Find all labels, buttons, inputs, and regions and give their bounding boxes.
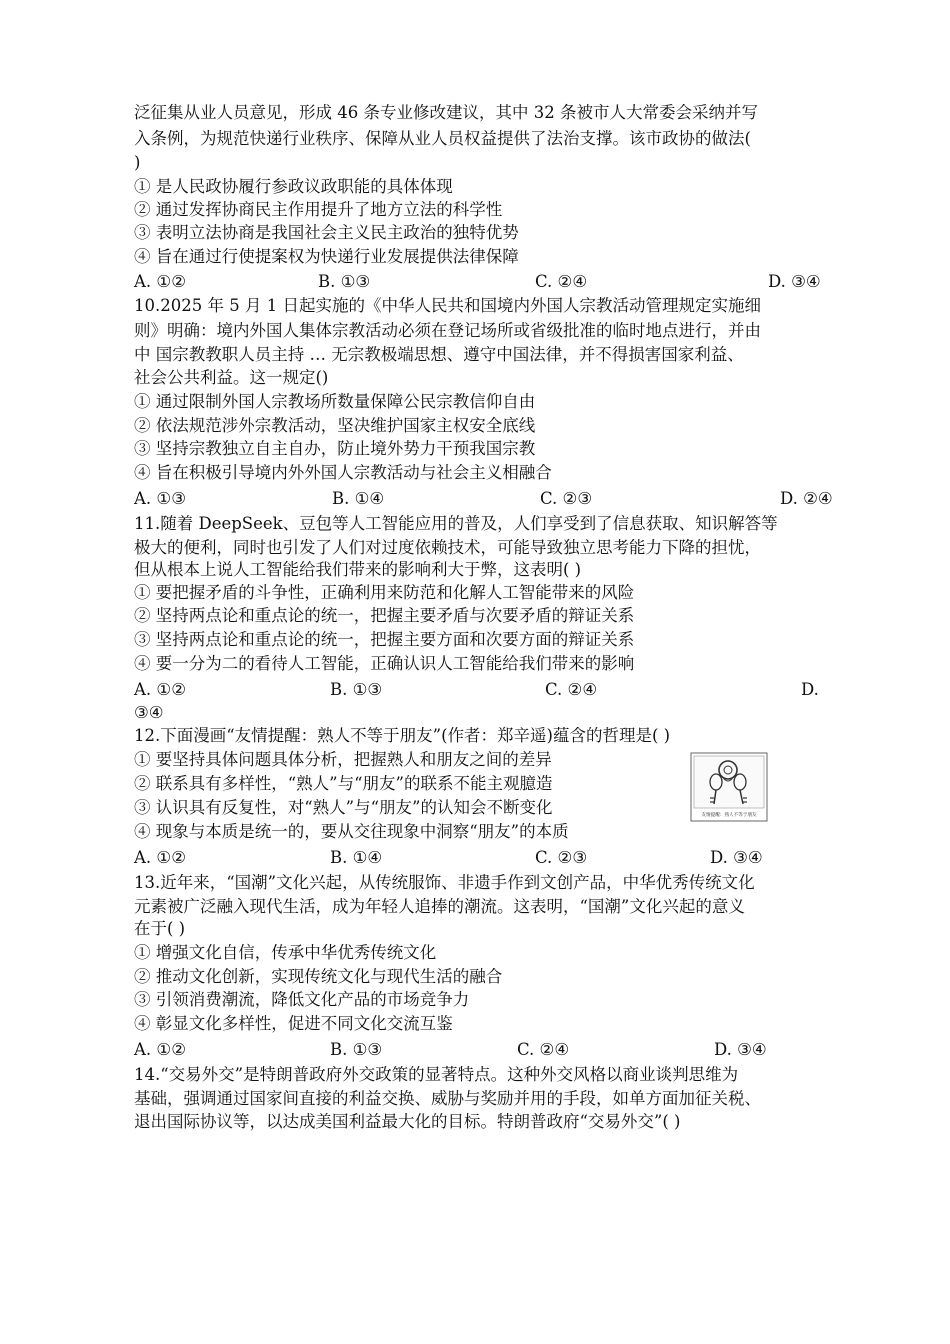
q10-item: ④ 旨在积极引导境内外外国人宗教活动与社会主义相融合 [134,463,552,482]
q11-item: ④ 要一分为二的看待人工智能，正确认识人工智能给我们带来的影响 [134,654,635,673]
q13-line: 在于( ) [134,919,186,938]
q13-item: ④ 彰显文化多样性，促进不同文化交流互鉴 [134,1014,453,1033]
q10-option-c: C. ②③ [540,489,593,508]
q9-option-c: C. ②④ [535,272,588,291]
q12-option-c: C. ②③ [535,848,588,867]
q9-option-d: D. ③④ [768,272,821,291]
q9-item: ① 是人民政协履行参政议政职能的具体体现 [134,177,453,196]
q9-line: 入条例，为规范快递行业秩序、保障从业人员权益提供了法治支撑。该市政协的做法( [134,129,751,148]
q13-option-a: A. ①② [134,1040,186,1059]
q9-item: ③ 表明立法协商是我国社会主义民主政治的独特优势 [134,223,519,242]
q12-item: ④ 现象与本质是统一的，要从交往现象中洞察“朋友”的本质 [134,822,569,841]
q9-item: ② 通过发挥协商民主作用提升了地方立法的科学性 [134,200,503,219]
q12-option-d: D. ③④ [710,848,763,867]
q9-item: ④ 旨在通过行使提案权为快递行业发展提供法律保障 [134,247,519,266]
q10-option-a: A. ①③ [134,489,186,508]
q12-line: 12.下面漫画“友情提醒：熟人不等于朋友”(作者：郑辛遥)蕴含的哲理是( ) [134,726,671,745]
comic-illustration [690,752,768,822]
q13-line: 13.近年来，“国潮”文化兴起，从传统服饰、非遗手作到文创产品，中华优秀传统文化 [134,873,755,892]
q9-option-b: B. ①③ [318,272,371,291]
q14-line: 基础，强调通过国家间直接的利益交换、威胁与奖励并用的手段，如单方面加征关税、 [134,1089,761,1108]
q13-option-c: C. ②④ [517,1040,570,1059]
q11-item: ③ 坚持两点论和重点论的统一，把握主要方面和次要方面的辩证关系 [134,630,635,649]
q9-line: ) [134,153,141,172]
q10-line: 10.2025 年 5 月 1 日起实施的《中华人民共和国境内外国人宗教活动管理规定实施细 [134,296,761,315]
keys-cartoon-icon [690,752,768,822]
q12-item: ③ 认识具有反复性，对“熟人”与“朋友”的认知会不断变化 [134,798,553,817]
q10-item: ② 依法规范涉外宗教活动，坚决维护国家主权安全底线 [134,416,536,435]
q13-item: ② 推动文化创新，实现传统文化与现代生活的融合 [134,967,503,986]
q10-line: 则》明确：境内外国人集体宗教活动必须在登记场所或省级批准的临时地点进行，并由 [134,321,761,340]
q10-item: ① 通过限制外国人宗教场所数量保障公民宗教信仰自由 [134,392,536,411]
q14-line: 14.“交易外交”是特朗普政府外交政策的显著特点。这种外交风格以商业谈判思维为 [134,1065,739,1084]
q10-line: 社会公共利益。这一规定() [134,368,329,387]
q13-option-d: D. ③④ [714,1040,767,1059]
q13-line: 元素被广泛融入现代生活，成为年轻人追捧的潮流。这表明，“国潮”文化兴起的意义 [134,897,745,916]
q11-option-d: D. [801,680,819,699]
q10-item: ③ 坚持宗教独立自主自办，防止境外势力干预我国宗教 [134,439,536,458]
q13-option-b: B. ①③ [330,1040,383,1059]
q11-line: 极大的便利，同时也引发了人们对过度依赖技术，可能导致独立思考能力下降的担忧， [134,538,761,557]
q14-line: 退出国际协议等，以达成美国利益最大化的目标。特朗普政府“交易外交”( ) [134,1112,681,1131]
q12-item: ① 要坚持具体问题具体分析，把握熟人和朋友之间的差异 [134,750,552,769]
q13-item: ① 增强文化自信，传承中华优秀传统文化 [134,943,437,962]
q11-line: 11.随着 DeepSeek、豆包等人工智能应用的普及，人们享受到了信息获取、知识解答等 [134,514,778,533]
q10-option-b: B. ①④ [332,489,385,508]
q11-option-d-wrap: ③④ [134,703,164,722]
q11-item: ② 坚持两点论和重点论的统一，把握主要矛盾与次要矛盾的辩证关系 [134,606,635,625]
q13-item: ③ 引领消费潮流，降低文化产品的市场竞争力 [134,990,470,1009]
q11-option-b: B. ①③ [330,680,383,699]
q9-option-a: A. ①② [134,272,186,291]
q11-option-c: C. ②④ [545,680,598,699]
q11-option-a: A. ①② [134,680,186,699]
q9-line: 泛征集从业人员意见，形成 46 条专业修改建议，其中 32 条被市人大常委会采纳并写 [134,103,758,122]
q11-item: ① 要把握矛盾的斗争性，正确利用来防范和化解人工智能带来的风险 [134,583,635,602]
q12-option-b: B. ①④ [330,848,383,867]
q10-line: 中 国宗教教职人员主持 … 无宗教极端思想、遵守中国法律，并不得损害国家利益、 [134,345,744,364]
q10-option-d: D. ②④ [780,489,833,508]
comic-caption: 友情提醒：熟人不等于朋友 [701,813,757,818]
q11-line: 但从根本上说人工智能给我们带来的影响利大于弊，这表明( ) [134,560,582,579]
q12-item: ② 联系具有多样性，“熟人”与“朋友”的联系不能主观臆造 [134,774,553,793]
q12-option-a: A. ①② [134,848,186,867]
